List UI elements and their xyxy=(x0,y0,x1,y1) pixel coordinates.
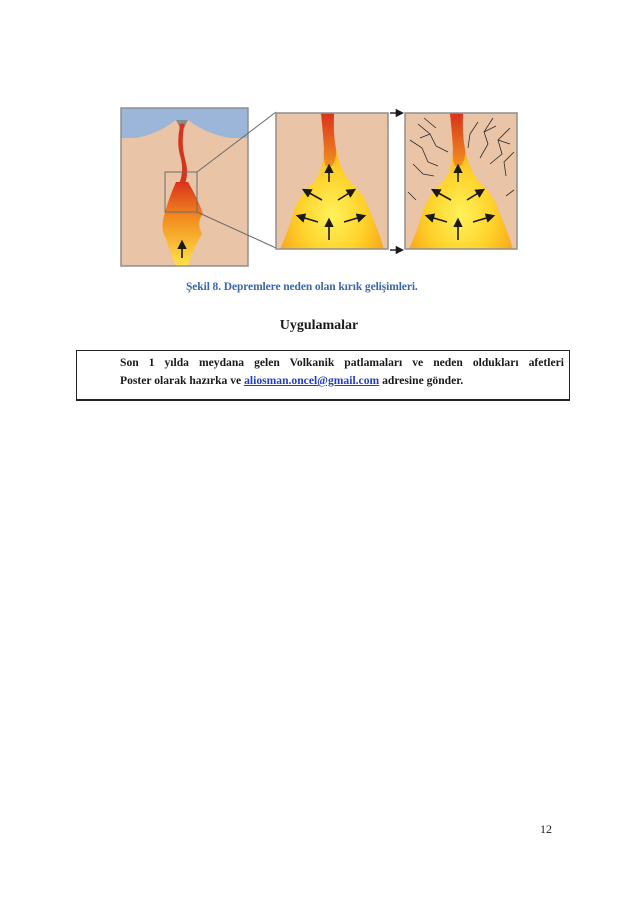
exercise-text xyxy=(120,354,564,390)
section-title: Uygulamalar xyxy=(279,318,359,333)
volcano-fracture-figure xyxy=(118,104,520,270)
fracture-panel xyxy=(405,113,517,249)
email-link[interactable]: aliosman.oncel@gmail.com xyxy=(244,374,380,387)
chamber-panel xyxy=(276,113,388,249)
figure-caption: Şekil 8. Depremlere neden olan kırık gelişimleri. xyxy=(186,281,418,293)
overview-panel xyxy=(121,108,248,266)
exercise-line-2-end: adresine gönder. xyxy=(379,374,464,387)
exercise-line-2-start: Poster olarak hazırka ve xyxy=(120,374,245,387)
exercise-line-1: Son 1 yılda meydana gelen Volkanik patlamaları ve neden oldukları afetleri xyxy=(120,356,564,369)
page-number: 12 xyxy=(540,822,552,836)
exercise-box xyxy=(76,350,570,401)
